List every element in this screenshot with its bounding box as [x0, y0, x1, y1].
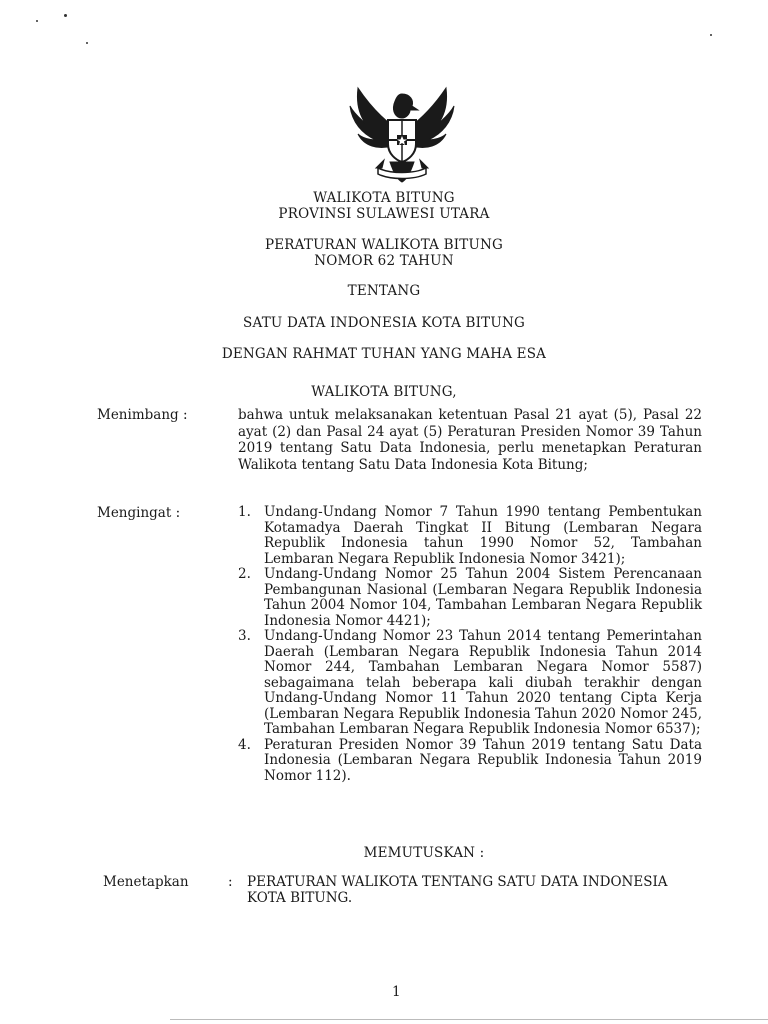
list-item-number: 3.: [238, 628, 251, 644]
scan-speck: [86, 42, 88, 44]
garuda-emblem-icon: [340, 84, 464, 184]
list-item: [238, 738, 702, 785]
title-walikota-bitung: WALIKOTA BITUNG,: [311, 384, 457, 400]
title-subject: SATU DATA INDONESIA KOTA BITUNG: [243, 315, 525, 331]
title-nomor: NOMOR 62 TAHUN: [314, 253, 454, 269]
list-item-text: Undang-Undang Nomor 23 Tahun 2014 tentang Pemerintahan Daerah (Lembaran Negara Republik Indonesia Tahun 2014 Nomor 244, Tambahan Lembaran Negara Nomor 5587) sebagaimana telah beberapa kali diubah terakhir dengan Undang-Undang Nomor 11 Tahun 2020 tentang Cipta Kerja (Lembaran Negara Republik Indonesia Tahun 2020 Nomor 245, Tambahan Lembaran Negara Republik Indonesia Nomor 6537);: [264, 628, 702, 737]
scan-speck: [710, 34, 712, 36]
menetapkan-label: Menetapkan: [103, 874, 189, 890]
title-tentang: TENTANG: [347, 283, 421, 299]
scan-speck: [36, 20, 38, 22]
title-peraturan: PERATURAN WALIKOTA BITUNG: [264, 237, 504, 253]
title-invocation: DENGAN RAHMAT TUHAN YANG MAHA ESA: [221, 346, 547, 362]
menetapkan-line2: KOTA BITUNG.: [247, 890, 353, 906]
list-item: [238, 505, 702, 567]
title-provinsi: PROVINSI SULAWESI UTARA: [278, 206, 490, 222]
menimbang-label: Menimbang :: [97, 407, 188, 423]
list-item: [238, 567, 702, 629]
scan-bottom-edge: [170, 1019, 768, 1020]
list-item-text: Undang-Undang Nomor 7 Tahun 1990 tentang Pembentukan Kotamadya Daerah Tingkat II Bitung (Lembaran Negara Republik Indonesia tahun 1990 Nomor 52, Tambahan Lembaran Negara Republik Indonesia Nomor 3421);: [264, 504, 702, 567]
memutuskan-heading: MEMUTUSKAN :: [363, 845, 485, 861]
list-item-number: 2.: [238, 566, 251, 582]
scan-speck: [64, 14, 67, 17]
title-walikota: WALIKOTA BITUNG: [313, 190, 455, 206]
list-item-number: 4.: [238, 736, 251, 753]
page-number: 1: [392, 984, 401, 1000]
mengingat-label: Mengingat :: [97, 505, 181, 521]
list-item-text: Peraturan Presiden Nomor 39 Tahun 2019 tentang Satu Data Indonesia (Lembaran Negara Republik Indonesia Tahun 2019 Nomor 112).: [264, 736, 702, 784]
menetapkan-colon: :: [228, 874, 233, 890]
list-item-text: Undang-Undang Nomor 25 Tahun 2004 Sistem Perencanaan Pembangunan Nasional (Lembaran Negara Republik Indonesia Tahun 2004 Nomor 104, Tambahan Lembaran Negara Republik Indonesia Nomor 4421);: [264, 566, 702, 629]
menimbang-text: bahwa untuk melaksanakan ketentuan Pasal 21 ayat (5), Pasal 22 ayat (2) dan Pasal 24 ayat (5) Peraturan Presiden Nomor 39 Tahun 2019 tentang Satu Data Indonesia, perlu menetapkan Peraturan Walikota tentang Satu Data Indonesia Kota Bitung;: [238, 407, 702, 473]
list-item: [238, 629, 702, 738]
list-item-number: 1.: [238, 504, 251, 520]
mengingat-list: [238, 505, 702, 784]
menetapkan-line1: PERATURAN WALIKOTA TENTANG SATU DATA INDONESIA: [247, 874, 668, 890]
